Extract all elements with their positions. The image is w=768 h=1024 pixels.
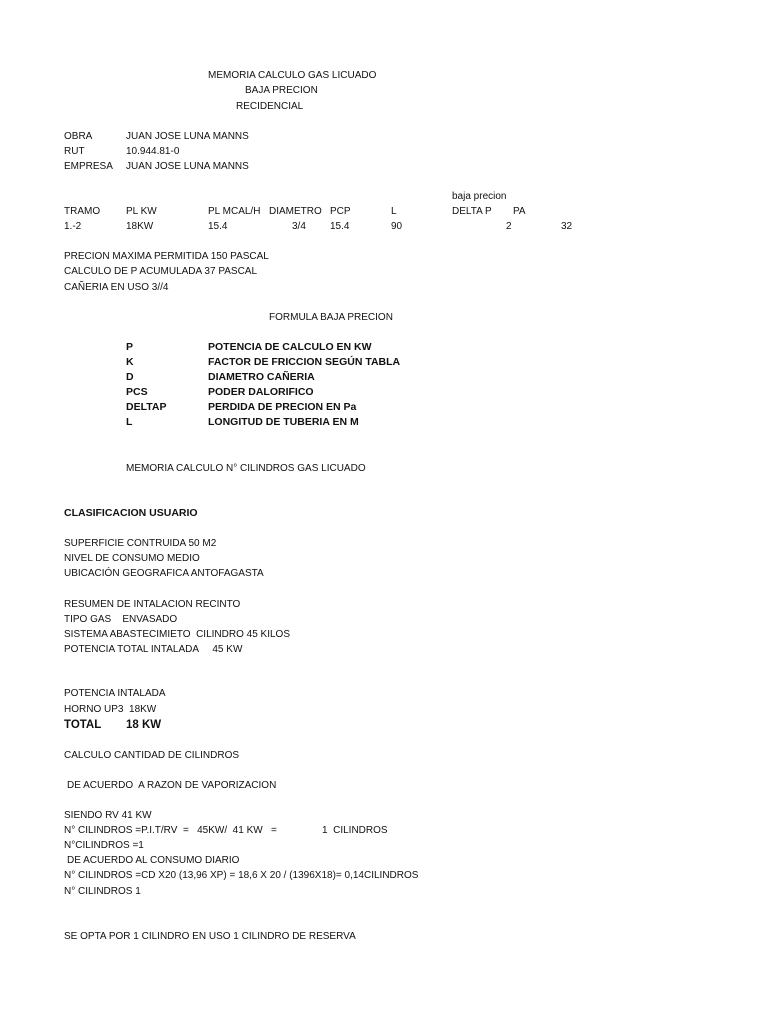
formula-desc-l: LONGITUD DE TUBERIA EN M (208, 416, 359, 428)
horno-line: HORNO UP3 18KW (64, 704, 157, 715)
tipo-gas-line: TIPO GAS ENVASADO (64, 614, 178, 625)
formula-desc-p: POTENCIA DE CALCULO EN KW (208, 341, 372, 353)
formula-symbol-p: P (126, 341, 134, 353)
formula-symbol-pcs: PCS (126, 386, 148, 398)
acuerdo-vaporizacion-line: DE ACUERDO A RAZON DE VAPORIZACION (67, 780, 277, 791)
table-cell-l: 90 (391, 221, 403, 232)
formula-desc-pcs: PODER DALORIFICO (208, 386, 314, 398)
table-header-pl-mcal: PL MCAL/H (208, 206, 261, 217)
note-precion-maxima: PRECION MAXIMA PERMITIDA 150 PASCAL (64, 251, 269, 262)
table-cell-delta-p: 2 (506, 221, 512, 232)
table-header-delta-p: DELTA P (452, 206, 492, 217)
table-cell-diametro: 3/4 (292, 221, 306, 232)
potencia-total-line: POTENCIA TOTAL INTALADA 45 KW (64, 644, 243, 655)
document-subtitle: BAJA PRECION (245, 85, 318, 96)
obra-value: JUAN JOSE LUNA MANNS (126, 131, 249, 142)
table-cell-tramo: 1.-2 (64, 221, 82, 232)
formula1-left: N° CILINDROS =P.I.T/RV = 45KW/ 41 KW = (64, 825, 277, 836)
table-header-pcp: PCP (330, 206, 351, 217)
formula-desc-d: DIAMETRO CAÑERIA (208, 371, 315, 383)
calculo-line: CALCULO CANTIDAD DE CILINDROS (64, 750, 240, 761)
siendo-line: SIENDO RV 41 KW (64, 810, 152, 821)
rut-value: 10.944.81-0 (126, 146, 180, 157)
formula-symbol-deltap: DELTAP (126, 401, 167, 413)
formula-symbol-l: L (126, 416, 133, 428)
cylinders-title: MEMORIA CALCULO N° CILINDROS GAS LICUADO (126, 463, 366, 474)
conclusion-line: SE OPTA POR 1 CILINDRO EN USO 1 CILINDRO DE RESERVA (64, 931, 356, 942)
formula-symbol-d: D (126, 371, 134, 383)
total-value: 18 KW (126, 719, 162, 731)
total-label: TOTAL (64, 719, 102, 731)
note-calculo-p: CALCULO DE P ACUMULADA 37 PASCAL (64, 266, 258, 277)
table-cell-pl-mcal: 15.4 (208, 221, 228, 232)
rut-label: RUT (64, 146, 85, 157)
table-header-pl-kw: PL KW (126, 206, 157, 217)
table-note: baja precion (452, 191, 507, 202)
formula-desc-k: FACTOR DE FRICCION SEGÚN TABLA (208, 356, 401, 368)
classification-heading: CLASIFICACION USUARIO (64, 507, 198, 519)
formula-symbol-k: K (126, 356, 134, 368)
cilindros-eq-line: N°CILINDROS =1 (64, 840, 144, 851)
potencia-intalada-line: POTENCIA INTALADA (64, 688, 166, 699)
table-cell-pcp: 15.4 (330, 221, 350, 232)
table-cell-pl-kw: 18KW (126, 221, 154, 232)
superficie-line: SUPERFICIE CONTRUIDA 50 M2 (64, 538, 217, 549)
formula-title: FORMULA BAJA PRECION (269, 312, 393, 323)
empresa-label: EMPRESA (64, 161, 113, 172)
table-header-diametro: DIAMETRO (269, 206, 322, 217)
nivel-line: NIVEL DE CONSUMO MEDIO (64, 553, 200, 564)
sistema-line: SISTEMA ABASTECIMIETO CILINDRO 45 KILOS (64, 629, 290, 640)
formula2-line: N° CILINDROS =CD X20 (13,96 XP) = 18,6 X 20 / (1396X18)= 0,14CILINDROS (64, 870, 419, 881)
document-title: MEMORIA CALCULO GAS LICUADO (208, 70, 377, 81)
ubicacion-line: UBICACIÓN GEOGRAFICA ANTOFAGASTA (64, 568, 264, 579)
table-cell-pa: 32 (561, 221, 573, 232)
table-header-pa: PA (513, 206, 526, 217)
empresa-value: JUAN JOSE LUNA MANNS (126, 161, 249, 172)
acuerdo-diario-line: DE ACUERDO AL CONSUMO DIARIO (67, 855, 240, 866)
formula-desc-deltap: PERDIDA DE PRECION EN Pa (208, 401, 357, 413)
table-header-tramo: TRAMO (64, 206, 101, 217)
note-caneria: CAÑERIA EN USO 3//4 (64, 282, 169, 293)
table-header-l: L (391, 206, 397, 217)
obra-label: OBRA (64, 131, 93, 142)
formula1-right: 1 CILINDROS (322, 825, 388, 836)
cilindros-1-line: N° CILINDROS 1 (64, 886, 141, 897)
resumen-line: RESUMEN DE INTALACION RECINTO (64, 599, 241, 610)
document-subtitle-2: RECIDENCIAL (236, 101, 304, 112)
